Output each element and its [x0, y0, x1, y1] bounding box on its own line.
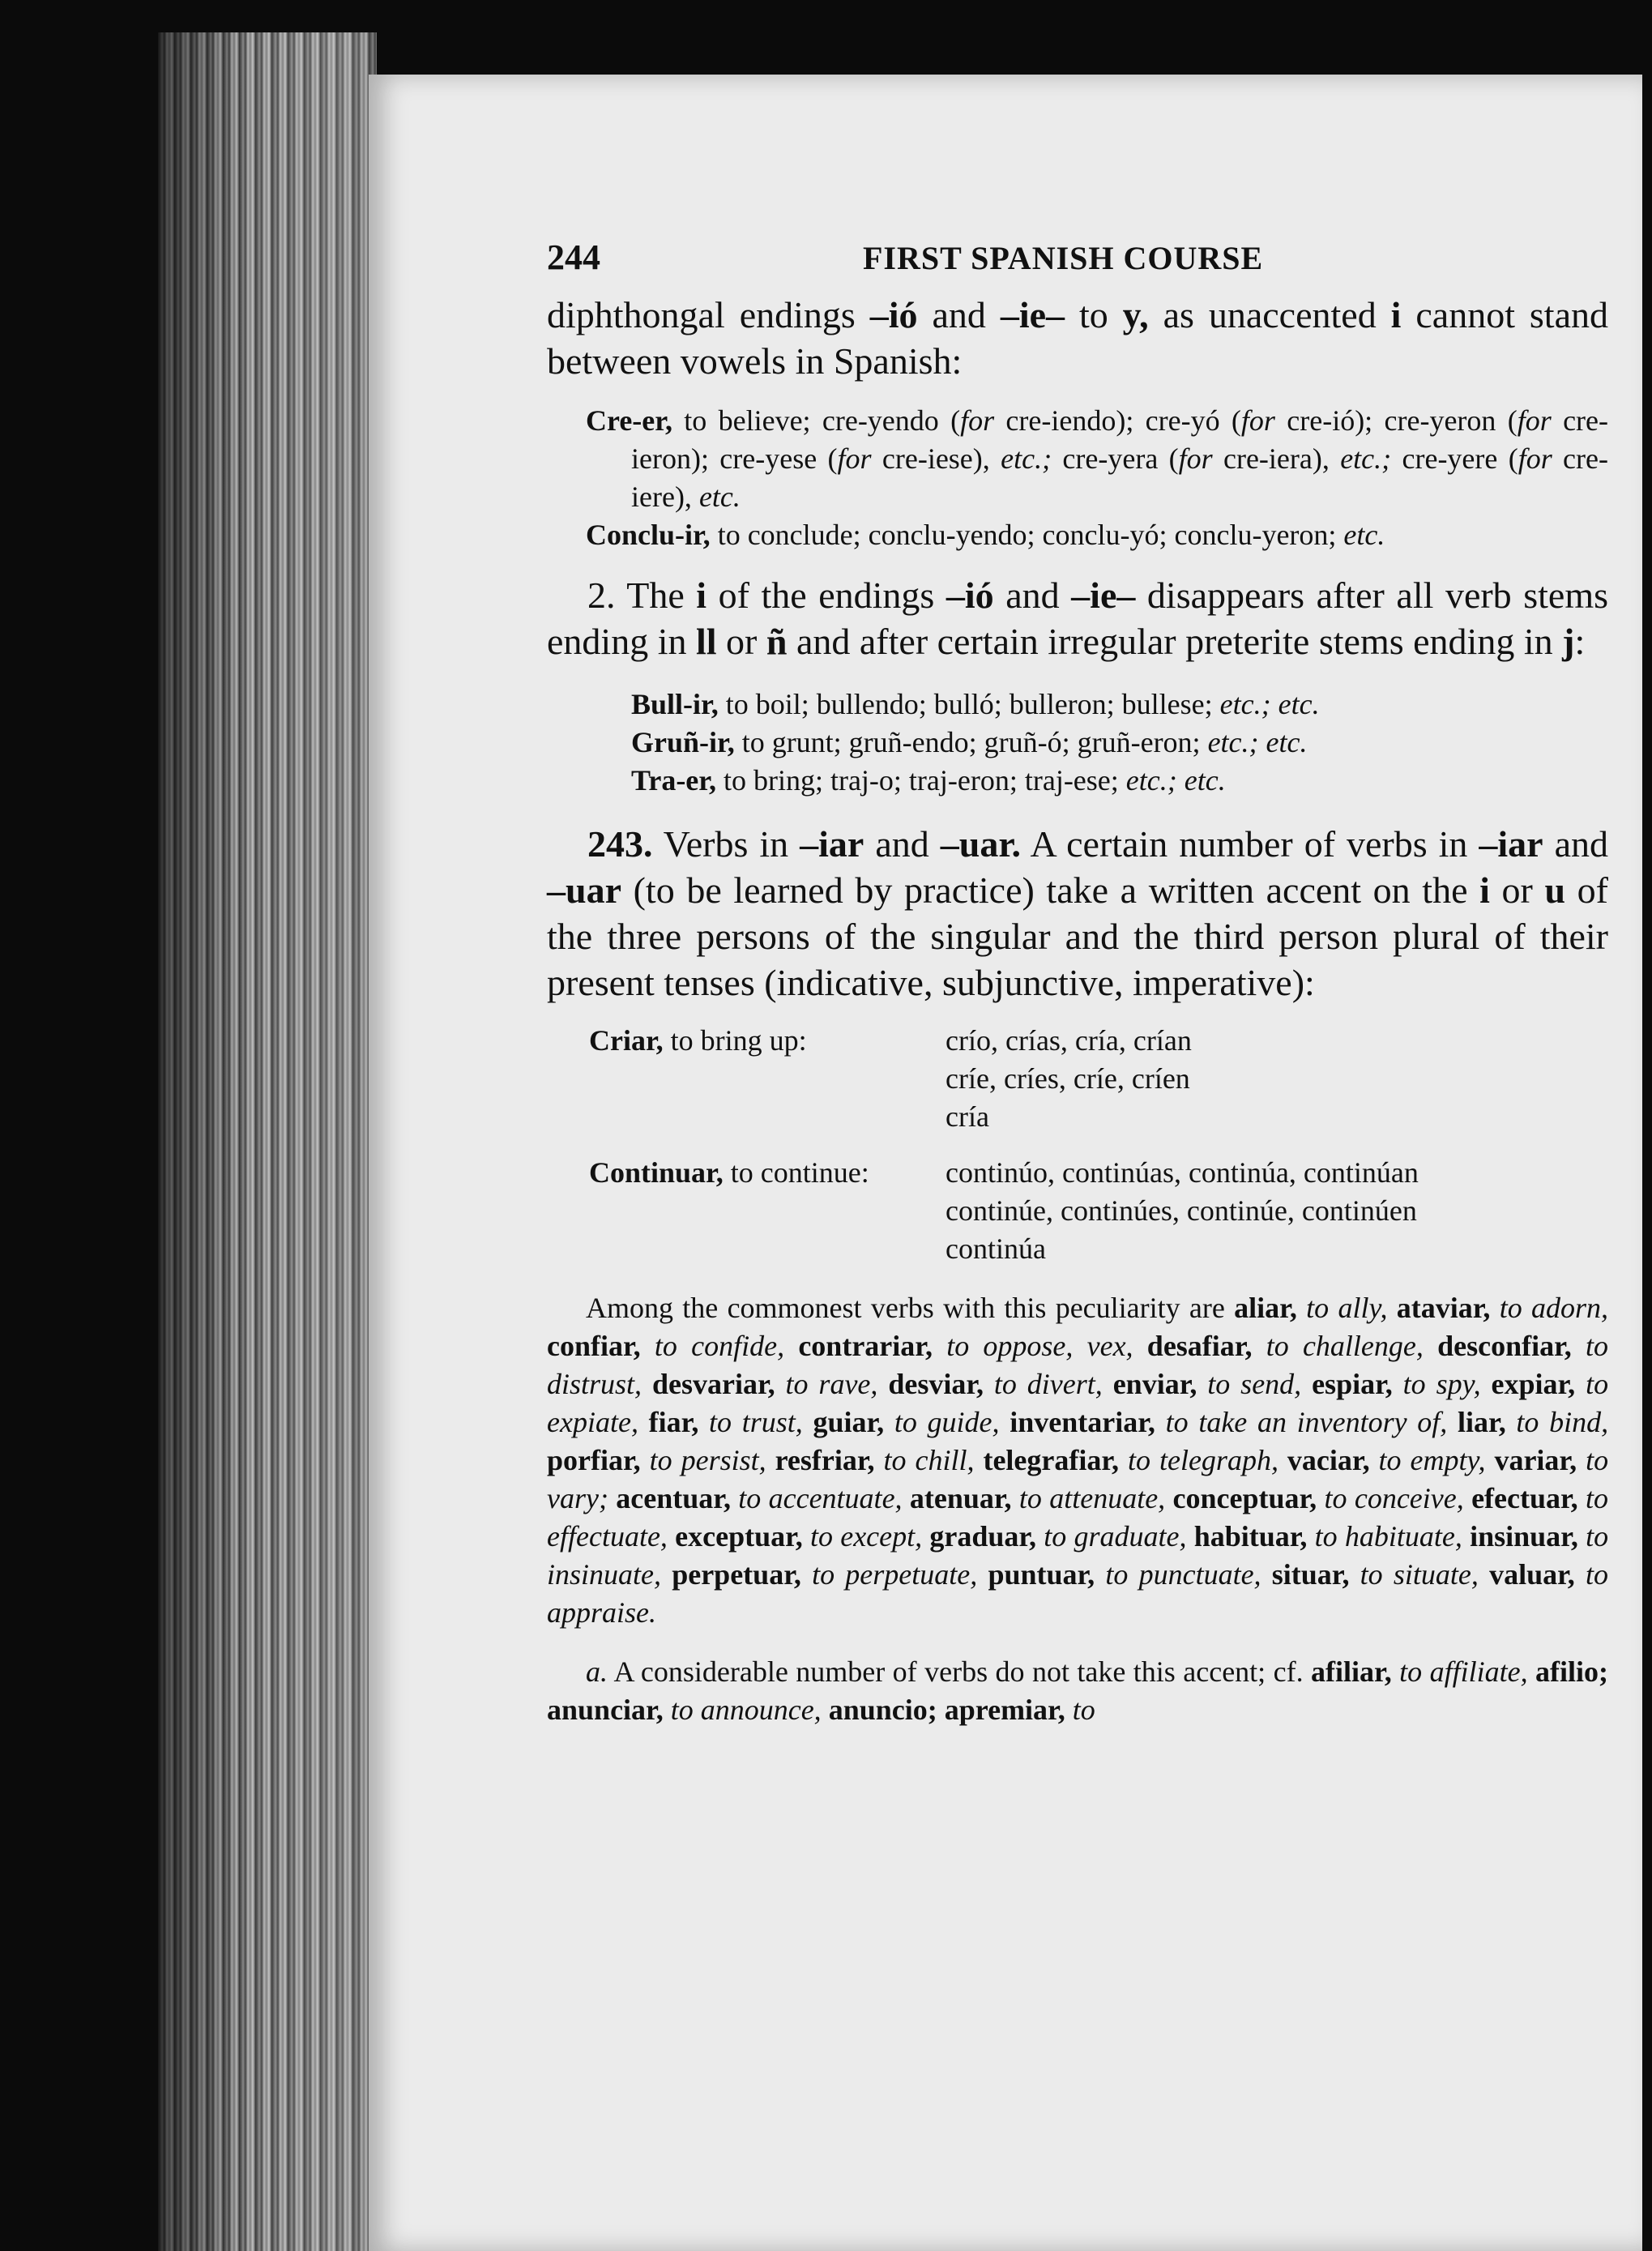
verb: inventariar,	[1010, 1406, 1155, 1438]
page-content	[547, 237, 1608, 1729]
gloss: to empty,	[1378, 1444, 1486, 1476]
gloss: to send,	[1207, 1368, 1302, 1400]
verb: desvariar,	[651, 1368, 775, 1400]
gloss: to telegraph,	[1128, 1444, 1278, 1476]
verb: Tra-er,	[631, 764, 716, 797]
text: cre-iere),	[631, 442, 1608, 513]
ending-io: –ió	[869, 294, 918, 335]
verb-form: afilio;	[1527, 1655, 1609, 1688]
text: A certain number of verbs in	[1021, 823, 1479, 865]
text: and after certain irregular preterite stems ending in	[787, 621, 1563, 662]
verb: desafiar,	[1146, 1330, 1253, 1362]
verb: vaciar,	[1287, 1444, 1370, 1476]
gloss: to oppose, vex,	[946, 1330, 1133, 1362]
text: to believe; cre-yendo (	[672, 404, 961, 437]
text: of the three persons of the singular and the third person plural of their present tenses (indicative, subjunctive, imperative):	[547, 869, 1608, 1003]
text: cre-yera (	[1052, 442, 1179, 475]
forms-subjunctive: críe, críes, críe, críen	[946, 1062, 1190, 1095]
gloss: to	[1065, 1694, 1095, 1726]
verb: acentuar,	[616, 1482, 731, 1514]
text: cre-yere (	[1391, 442, 1518, 475]
text: for	[1178, 442, 1213, 475]
example-concluir	[547, 516, 1608, 554]
running-head: FIRST SPANISH COURSE	[863, 240, 1264, 276]
text: 2. The	[587, 574, 697, 616]
text: A considerable number of verbs do not take this accent; cf.	[608, 1655, 1312, 1688]
gloss: to distrust,	[547, 1330, 1609, 1400]
ending-iar: –iar	[1479, 823, 1543, 865]
text: etc.;	[1001, 442, 1052, 475]
gloss: to bring up:	[663, 1024, 807, 1057]
example-creer	[547, 402, 1608, 516]
verb: fiar,	[648, 1406, 699, 1438]
conjugation-forms	[946, 1022, 1419, 1136]
verb: variar,	[1494, 1444, 1577, 1476]
letter-y: y,	[1122, 294, 1149, 335]
text: for	[960, 404, 995, 437]
forms-imperative: cría	[946, 1100, 989, 1133]
verb: telegrafiar,	[983, 1444, 1120, 1476]
gloss: to effectuate,	[547, 1482, 1609, 1553]
text: cre-ieron); cre-yese (	[631, 404, 1609, 475]
gloss: to rave,	[785, 1368, 878, 1400]
text: of the endings	[706, 574, 946, 616]
gloss: to ally,	[1306, 1292, 1388, 1324]
text: cre-iendo); cre-yó (	[994, 404, 1241, 437]
text: disappears after all verb stems ending in	[547, 574, 1608, 662]
gloss: to expiate,	[547, 1368, 1609, 1438]
gloss: to appraise.	[547, 1558, 1608, 1629]
text: to grunt; gruñ-endo; gruñ-ó; gruñ-eron;	[734, 726, 1208, 758]
ending-ie: –ie–	[1071, 574, 1136, 616]
note-label: a.	[586, 1655, 608, 1688]
verb: ataviar,	[1396, 1292, 1491, 1324]
letter-i: i	[696, 574, 707, 616]
gloss: to confide,	[654, 1330, 785, 1362]
text: etc.	[1343, 519, 1385, 551]
letter-j: j	[1562, 621, 1575, 662]
letter-u: u	[1544, 869, 1566, 911]
verb: confiar,	[547, 1330, 641, 1362]
gloss: to adorn,	[1499, 1292, 1609, 1324]
gloss: to situate,	[1360, 1558, 1479, 1591]
text: to conclude; conclu-yendo; conclu-yó; conclu-yeron;	[710, 519, 1344, 551]
text: :	[1574, 621, 1586, 662]
text: for	[837, 442, 872, 475]
gloss: to trust,	[709, 1406, 803, 1438]
example-traer	[631, 762, 1608, 800]
paragraph-2	[547, 572, 1608, 664]
verb: apremiar,	[937, 1694, 1065, 1726]
verb: atenuar,	[909, 1482, 1012, 1514]
verb: espiar,	[1312, 1368, 1393, 1400]
text: to bring; traj-o; traj-eron; traj-ese;	[715, 764, 1126, 797]
verb: valuar,	[1489, 1558, 1575, 1591]
text: Verbs in	[652, 823, 800, 865]
text: for	[1517, 404, 1552, 437]
book-page	[369, 75, 1642, 2251]
paragraph-diphthongal	[547, 292, 1608, 384]
verb: efectuar,	[1471, 1482, 1578, 1514]
gloss: to except,	[810, 1520, 923, 1553]
note-a	[547, 1653, 1608, 1729]
verb: Gruñ-ir,	[631, 726, 735, 758]
conjugation-table	[589, 1022, 1419, 1268]
verb: habituar,	[1193, 1520, 1308, 1553]
text: cre-iese),	[871, 442, 1001, 475]
verb: exceptuar,	[675, 1520, 803, 1553]
text: etc.; etc.	[1125, 764, 1226, 797]
example-block-2	[547, 686, 1608, 800]
section-243	[547, 821, 1608, 1006]
text: cre-ió); cre-yeron (	[1274, 404, 1518, 437]
verb: desviar,	[888, 1368, 984, 1400]
verb: desconfiar,	[1437, 1330, 1572, 1362]
text: to boil; bullendo; bulló; bulleron; bullese;	[718, 688, 1220, 720]
gloss: to insinuate,	[547, 1520, 1609, 1591]
ending-io: –ió	[946, 574, 994, 616]
gloss: to accentuate,	[738, 1482, 903, 1514]
conjugation-row-criar	[589, 1022, 1419, 1136]
forms-indicative: continúo, continúas, continúa, continúan	[946, 1156, 1419, 1189]
text: for	[1518, 442, 1552, 475]
verb: liar,	[1458, 1406, 1506, 1438]
gloss: to vary;	[547, 1444, 1609, 1514]
gloss: to habituate,	[1314, 1520, 1462, 1553]
commonest-verbs-list	[547, 1292, 1608, 1629]
forms-imperative: continúa	[946, 1232, 1046, 1265]
ending-ie: –ie–	[1000, 294, 1065, 335]
letters-ll: ll	[695, 621, 717, 662]
gloss: to spy,	[1402, 1368, 1481, 1400]
text: as unaccented	[1148, 294, 1391, 335]
gloss: to chill,	[883, 1444, 975, 1476]
text: etc.; etc.	[1219, 688, 1320, 720]
gloss: to attenuate,	[1018, 1482, 1166, 1514]
verb: enviar,	[1112, 1368, 1197, 1400]
verb: aliar,	[1234, 1292, 1297, 1324]
gloss: to conceive,	[1324, 1482, 1464, 1514]
verb: guiar,	[813, 1406, 885, 1438]
verb: Criar,	[589, 1024, 664, 1057]
verb-creer: Cre-er,	[586, 404, 672, 437]
letter-i: i	[1479, 869, 1490, 911]
text: or	[1489, 869, 1545, 911]
verb: conceptuar,	[1172, 1482, 1317, 1514]
text: and	[1543, 823, 1608, 865]
page-number: 244	[547, 237, 600, 277]
letter-n-tilde: ñ	[766, 621, 788, 662]
ending-uar: –uar.	[940, 823, 1022, 865]
section-number: 243.	[587, 823, 653, 865]
gloss: to continue:	[723, 1156, 869, 1189]
verb: porfiar,	[547, 1444, 641, 1476]
verb: anunciar,	[547, 1694, 664, 1726]
text: for	[1240, 404, 1275, 437]
gloss: to take an inventory of,	[1165, 1406, 1448, 1438]
verb-form: anuncio;	[821, 1694, 937, 1726]
text: or	[716, 621, 766, 662]
text: Among the commonest verbs with this peculiarity are	[586, 1292, 1235, 1324]
text: to	[1065, 294, 1123, 335]
verb: graduar,	[929, 1520, 1037, 1553]
text: etc.; etc.	[1207, 726, 1308, 758]
verb: situar,	[1271, 1558, 1350, 1591]
text: cannot stand between vowels in Spanish:	[547, 294, 1609, 382]
verb-concluir: Conclu-ir,	[586, 519, 711, 551]
text: cre-iera),	[1212, 442, 1341, 475]
text: (to be learned by practice) take a written accent on the	[621, 869, 1480, 911]
text: and	[864, 823, 941, 865]
page-header	[547, 237, 1608, 285]
gloss: to bind,	[1516, 1406, 1609, 1438]
verb: puntuar,	[988, 1558, 1095, 1591]
gloss: to divert,	[993, 1368, 1103, 1400]
gloss: to affiliate,	[1391, 1655, 1528, 1688]
forms-indicative: crío, crías, cría, crían	[946, 1024, 1192, 1057]
verb: expiar,	[1491, 1368, 1576, 1400]
letter-i: i	[1390, 294, 1402, 335]
ending-iar: –iar	[800, 823, 864, 865]
example-block-1	[547, 402, 1608, 554]
example-grunir	[631, 724, 1608, 762]
conjugation-forms	[946, 1136, 1419, 1268]
gloss: to punctuate,	[1105, 1558, 1261, 1591]
ending-uar: –uar	[547, 869, 621, 911]
commonest-verbs-paragraph	[547, 1289, 1608, 1632]
example-bullir	[631, 686, 1608, 724]
verb: Bull-ir,	[631, 688, 719, 720]
text: and	[993, 574, 1072, 616]
book-page-edges	[158, 32, 377, 2251]
gloss: to guide,	[894, 1406, 1000, 1438]
text: etc.	[698, 481, 741, 513]
text: diphthongal endings	[547, 294, 870, 335]
verb: contrariar,	[798, 1330, 933, 1362]
forms-subjunctive: continúe, continúes, continúe, continúen	[946, 1194, 1417, 1227]
verb: perpetuar,	[672, 1558, 801, 1591]
verb: insinuar,	[1470, 1520, 1578, 1553]
gloss: to perpetuate,	[812, 1558, 978, 1591]
verb: resfriar,	[775, 1444, 875, 1476]
conjugation-row-continuar	[589, 1136, 1419, 1268]
gloss: to challenge,	[1266, 1330, 1424, 1362]
verb: Continuar,	[589, 1156, 724, 1189]
text: etc.;	[1340, 442, 1392, 475]
verb: afiliar,	[1311, 1655, 1392, 1688]
gloss: to announce,	[663, 1694, 822, 1726]
gloss: to persist,	[649, 1444, 766, 1476]
text: and	[917, 294, 1001, 335]
gloss: to graduate,	[1044, 1520, 1187, 1553]
conjugation-verb	[589, 1022, 946, 1136]
conjugation-verb	[589, 1136, 946, 1268]
